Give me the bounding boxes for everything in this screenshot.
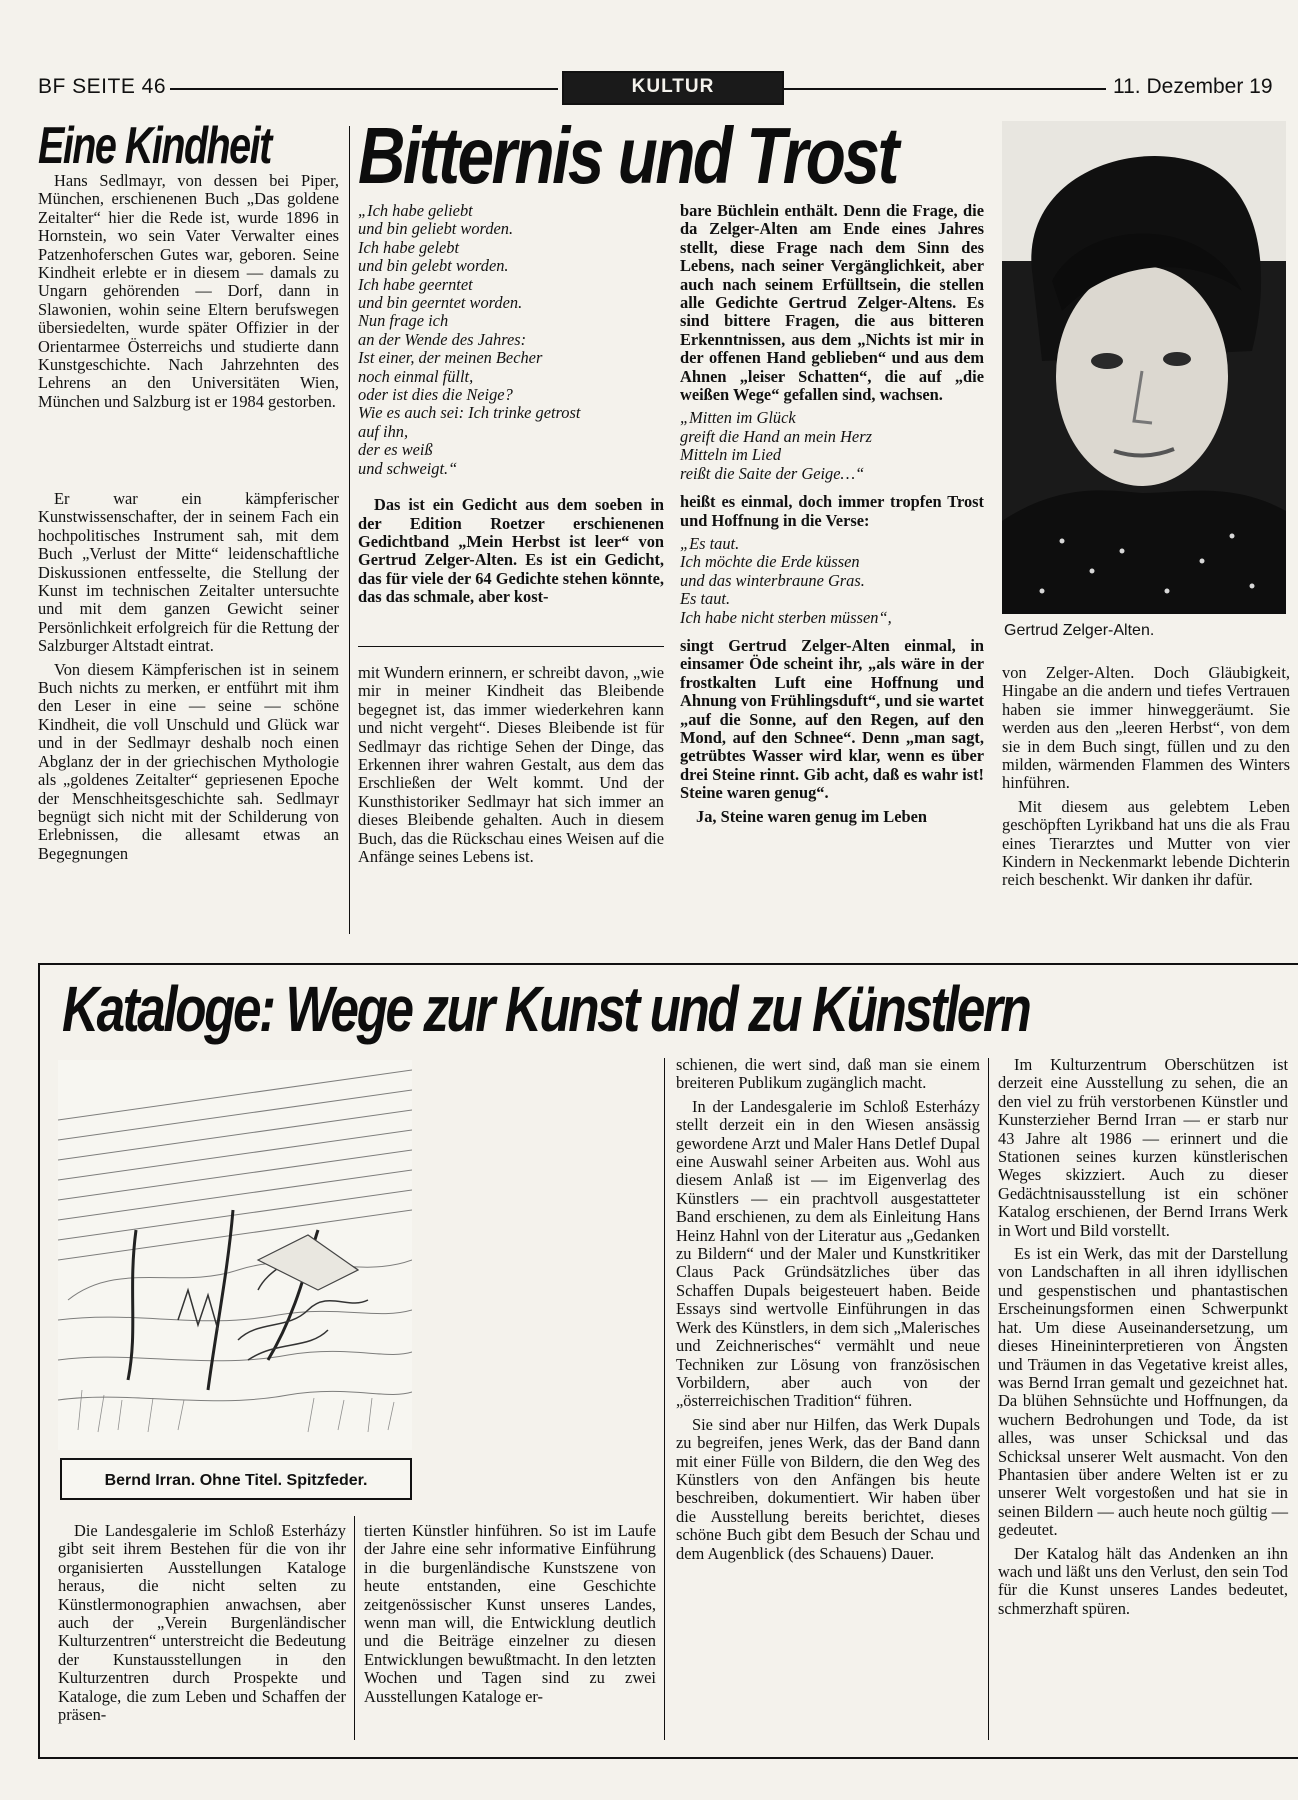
opening-poem: „Ich habe geliebt und bin geliebt worden. Ich habe gelebt und bin gelebt worden. Ich habe geerntet und bin geerntet worden. Nun frage ich an der Wende des Jahres: Ist einer, der meinen Becher noch einmal füllt, oder ist dies die Neige? Wie es auch sei: Ich trinke getrost auf ihn, der es weiß und schweigt.“	[358, 201, 581, 478]
kindheit-lead	[38, 172, 339, 416]
header-rule-right	[784, 88, 1106, 90]
column-rule	[349, 126, 350, 934]
kindheit-paragraph-4: mit Wundern erinnern, er schreibt davon, „wie mir in meiner Kindheit das Bleibende begegnet ist, das immer wiederkehren kann und nicht vergeht“. Dieses Bleibende ist für Sedlmayr das richtige Sehen der Dinge, das Erkennen ihrer wahren Gestalt, aus dem das Erschließen der Welt kommt. Und der Kunsthistoriker Sedlmayr hat sich immer an dieses Bleibende gehalten. Auch in diesem Buch, das die Rückschau eines Weisen auf die Anfänge seines Lebens ist.	[358, 663, 664, 867]
kataloge-text-1: Die Landesgalerie im Schloß Esterházy gibt seit ihrem Bestehen für die von ihr organisierten Ausstellungen Kataloge heraus, die nicht selten zu Künstlermonographien anwachsen, aber auch der „Verein Burgenländischer Kulturzentren“ unterstreicht die Bedeutung der Kunstausstellungen in den Kulturzentren durch Prospekte und Kataloge, die zum Leben und Schaffen der präsen-	[58, 1521, 346, 1725]
section-rule	[358, 646, 664, 647]
portrait-illustration	[1002, 121, 1286, 614]
sketch-drawing	[58, 1060, 412, 1450]
bitternis-text-d: Ja, Steine waren genug im Leben	[696, 806, 927, 826]
kindheit-body	[38, 490, 339, 868]
kataloge-column-rule-2	[988, 1058, 989, 1740]
header-rule-left	[170, 88, 558, 90]
poem-es-taut: „Es taut. Ich möchte die Erde küssen und das winterbraune Gras. Es taut. Ich habe nicht sterben müssen“,	[680, 533, 892, 627]
bitternis-text-e: von Zelger-Alten. Doch Gläubigkeit, Hingabe an die andern und tiefes Vertrauen haben sie immer hinweggeräumt. Sie werden aus den „leeren Herbst“, von dem sie in dem Buch singt, füllen und zu den milden, wärmenden Flammen des Winters hinführen.	[1002, 663, 1290, 793]
kindheit-paragraph-2: Er war ein kämpferischer Kunstwissenschafter, der in seinem Fach ein hochpolitisches Instrument sah, mit dem Buch „Verlust der Mitte“ leidenschaftliche Diskussionen entfesselte, die Stellung der Kunst im technischen Zeitalter untersuchte und mit dem ganzen Gewicht seiner Persönlichkeit erfolgreich für die Rettung der Salzburger Altstadt eintrat.	[38, 489, 339, 656]
kindheit-headline: Eine Kindheit	[38, 117, 271, 175]
landscape-sketch	[58, 1060, 412, 1450]
kindheit-paragraph-1: Hans Sedlmayr, von dessen bei Piper, München, erschienenen Buch „Das goldene Zeitalter“ hier die Rede ist, wurde 1896 in Hornstein, wo sein Vater Verwalter eines Patzenhoferschen Gutes war, geboren. Seine Kindheit erlebte er in diesem — damals zu Ungarn gehörenden — Dorf, dann in Slawonien, wohin seine Eltern berufswegen übersiedelten, wurde später Offizier in der Orientarmee Österreichs und studierte dann Kunstgeschichte. Nach Jahrzehnten des Lehrens an den Universitäten Wien, München und Salzburg ist er 1984 gestorben.	[38, 171, 339, 411]
poem-mitten-im-glueck: „Mitten im Glück greift die Hand an mein Herz Mitteln im Lied reißt die Saite der Geige…“	[680, 408, 872, 483]
bitternis-intro: Das ist ein Gedicht aus dem soeben in der Edition Roetzer erschienenen Gedichtband „Mein Herbst ist leer“ von Gertrud Zelger-Alten. Es ist ein Gedicht, das für viele der 64 Gedichte stehen könnte, das das schmale, aber kost-	[358, 495, 664, 607]
sketch-caption: Bernd Irran. Ohne Titel. Spitzfeder.	[60, 1458, 412, 1500]
kataloge-text-4b: Es ist ein Werk, das mit der Darstellung von Landschaften in all ihren idyllischen und gespenstischen und phantastischen Erscheinungsformen einen Schwerpunkt hat. Um diese Auseinandersetzung, um dieses Hineininterpretieren von Ängsten und Träumen in das Vegetative kreist alles, was Bernd Irran gemalt und gezeichnet hat. Da blühen Sehnsüchte und Hoffnungen, da wuchern Bedrohungen und Tode, da ist alles, was unser Schicksal und das Schicksal unserer Welt ausmacht. Von den Phantasien über andere Welten ist er zu unserer Welt vorgestoßen und hat sie in seinen Bildern — auch heute noch gültig — gedeutet.	[998, 1244, 1288, 1540]
bitternis-text-f: Mit diesem aus gelebtem Leben geschöpften Lyrikband hat uns die als Frau eines Tierarztes und Mutter von vier Kindern in Neckenmarkt lebende Dichterin reich beschenkt. Wir danken ihr dafür.	[1002, 796, 1290, 890]
kataloge-text-2: tierten Künstler hinführen. So ist im Laufe der Jahre eine sehr informative Einführung in die burgenländische Kunstszene von heute entstanden, eine Geschichte zeitgenössischer Kunst unseres Landes, wenn man will, die Entwicklung deutlich und die Beiträge einzelner zu diesen Entwicklungen bewußtmacht. In den letzten Wochen und Tagen sind zu zwei Ausstellungen Kataloge er-	[364, 1521, 656, 1706]
kataloge-column-4	[998, 1056, 1288, 1623]
bitternis-text-b: heißt es einmal, doch immer tropfen Trost und Hoffnung in die Verse:	[680, 492, 984, 530]
kataloge-text-3b: In der Landesgalerie im Schloß Esterházy stellt derzeit ein in den Wiesen ansässig gewordene Arzt und Maler Hans Detlef Dupal eine Auswahl seiner Arbeiten aus. Wohl aus diesem Anlaß ist — im Eigenverlag des Künstlers — ein prachtvoll ausgestatteter Band erschienen, zu dem als Einleitung Hans Heinz Hahnl von der Literatur aus „Gedanken zu Bildern“ und der Maler und Kunstkritiker Claus Pack Gründsätzliches über das Schaffen Dupals beigesteuert haben. Beide Essays sind wertvolle Einführungen in das Werk des Künstlers, in dem sich „Malerisches und Zeichnerisches“ vermählt und neue Techniken zur Lösung von französischen Vorbildern, aber auch von der „österreichischen Tradition“ führen.	[676, 1096, 980, 1411]
bitternis-headline: Bitternis und Trost	[358, 111, 897, 200]
kataloge-text-4c: Der Katalog hält das Andenken an ihn wach und läßt uns den Verlust, den sein Tod für die Kunst unseres Landes bedeutet, schmerzhaft spüren.	[998, 1543, 1288, 1618]
portrait-caption: Gertrud Zelger-Alten.	[1004, 622, 1155, 639]
kataloge-text-4a: Im Kulturzentrum Oberschützen ist derzeit eine Ausstellung zu sehen, die an den viel zu früh verstorbenen Künstler und Kunsterzieher Bernd Irran — er starb nur 43 Jahre alt 1986 — erinnert und die Stationen seines kurzen künstlerischen Weges skizziert. Auch zu dieser Gedächtnisausstellung ist ein schöner Katalog erschienen, der Bernd Irrans Werk in Wort und Bild vorstellt.	[998, 1055, 1288, 1240]
bitternis-text-a: bare Büchlein enthält. Denn die Frage, die da Zelger-Alten am Ende eines Jahres stellt, diese Frage nach dem Sinn des Lebens, nach seiner Vergänglichkeit, aber auch nach seinem Erfülltsein, die stellen alle Gedichte Gertrud Zelger-Altens. Es sind bittere Fragen, die aus bitteren Erkenntnissen, aus dem „Nichts ist mir in der offenen Hand geblieben“ und aus dem Ahnen „leiser Schatten“, die auf „die weißen Wege“ gefallen sind, wachsen.	[680, 201, 984, 405]
kataloge-column-rule-1	[664, 1058, 665, 1740]
page-header	[0, 71, 1298, 105]
kataloge-headline: Kataloge: Wege zur Kunst und zu Künstlern	[62, 973, 1030, 1045]
kataloge-text-3a: schienen, die wert sind, daß man sie einem breiteren Publikum zugänglich macht.	[676, 1055, 980, 1093]
kindheit-paragraph-3: Von diesem Kämpferischen ist in seinem Buch nichts zu merken, er entführt mit ihm den Leser in eine — seine — schöne Kindheit, die voll Unschuld und Glück war und in der Sedlmayr deshalb noch einen Abglanz der in der griechischen Mythologie als „goldenes Zeitalter“ gepriesenen Epoche der Menschheitsgeschichte sah. Sedlmayr begnügt sich nicht mit der Schilderung von Erlebnissen, die allesamt etwas an Begegnungen	[38, 659, 339, 863]
kataloge-column-2	[364, 1522, 656, 1711]
kataloge-text-3c: Sie sind aber nur Hilfen, das Werk Dupals zu begreifen, jenes Werk, das der Band dann mit einer Fülle von Bildern, die den Weg des Künstlers von den Anfängen bis heute beschreiben, dokumentiert. Wir haben über die Ausstellung bereits berichtet, dieses schöne Buch gibt dem Besuch der Schau und dem Augenblick (des Schauens) Dauer.	[676, 1414, 980, 1563]
kindheit-continuation	[358, 664, 664, 871]
kataloge-column-rule-3	[354, 1516, 355, 1740]
issue-date: 11. Dezember 19	[1113, 75, 1273, 98]
bitternis-column-2	[680, 202, 984, 831]
bitternis-column-3	[1002, 664, 1290, 895]
bitternis-column-1	[358, 202, 664, 612]
portrait-photo	[1002, 121, 1286, 614]
section-label: KULTUR	[562, 71, 784, 105]
page-label: BF SEITE 46	[38, 75, 167, 98]
kataloge-column-1	[58, 1522, 346, 1729]
kataloge-column-3	[676, 1056, 980, 1568]
bitternis-text-c: singt Gertrud Zelger-Alten einmal, in einsamer Öde scheint ihr, „als wäre in der frostkalten Luft eine Hoffnung und Ahnung von Frühlingsduft“, und sie wartet „auf die Sonne, auf den Regen, auf den Mond, auf den Schnee“. Denn „man sagt, getrübtes Wasser wird klar, wenn es über drei Steine rinnt. Gib acht, daß es wahr ist! Steine waren genug“.	[680, 635, 984, 803]
